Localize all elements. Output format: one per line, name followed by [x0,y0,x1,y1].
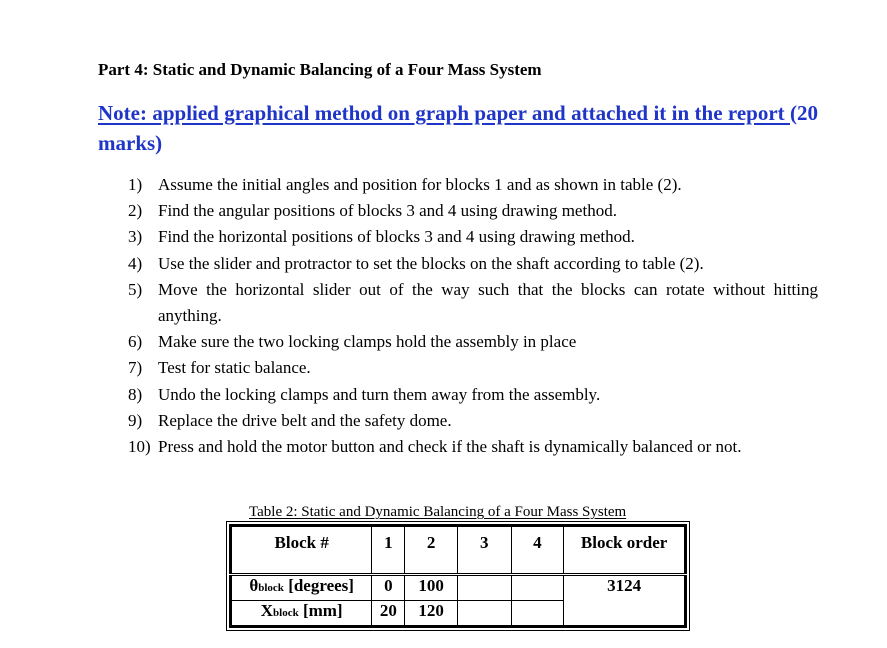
step-text: Assume the initial angles and position for blocks 1 and as shown in table (2). [158,175,682,194]
header-cell-3: 3 [457,526,511,575]
step-item [128,277,818,329]
step-item [128,329,818,355]
section-heading: Part 4: Static and Dynamic Balancing of a Four Mass System [98,60,542,79]
step-number: 3) [128,227,143,247]
step-text: Test for static balance. [158,358,311,378]
x-cell-3 [457,601,511,627]
step-text: Find the horizontal positions of blocks 3 and 4 using drawing method. [158,227,635,247]
theta-cell-3 [457,575,511,601]
step-item [128,434,818,460]
table-caption: Table 2: Static and Dynamic Balancing of a Four Mass System [249,504,627,520]
header-cell-block: Block # [231,526,372,575]
x-cell-2: 120 [405,601,458,627]
theta-subscript: block [258,582,284,594]
procedure-steps-list [128,172,818,460]
x-subscript: block [273,607,299,619]
step-item [128,382,818,408]
header-cell-2: 2 [405,526,458,575]
step-number: 1) [128,175,143,194]
row-label-x [231,601,372,627]
note-paragraph [98,98,818,158]
theta-unit: [degrees] [283,576,354,595]
x-unit: [mm] [298,601,343,620]
block-order-value: 3124 [564,575,686,627]
theta-cell-2: 100 [405,575,458,601]
step-number: 8) [128,384,143,404]
row-label-theta [231,575,372,601]
step-number: 5) [128,279,143,299]
step-number: 6) [128,332,143,352]
table-header-row [231,526,686,575]
step-item [128,172,818,198]
step-text: Make sure the two locking clamps hold the assembly in place [158,332,577,352]
step-text: Press and hold the motor button and check if the shaft is dynamically balanced or not. [158,437,742,457]
step-text: Use the slider and protractor to set the blocks on the shaft according to table (2). [158,253,704,273]
table-row-theta [231,575,686,601]
step-text: Move the horizontal slider out of the way such that the blocks can rotate without hitting anything. [158,279,818,326]
x-symbol: X [260,601,274,620]
theta-cell-1: 0 [372,575,405,601]
header-cell-1: 1 [372,526,405,575]
note-link-text: Note: applied graphical method on graph paper and attached it in the report [98,101,790,125]
header-cell-block-order: Block order [564,526,686,575]
step-text: Find the angular positions of blocks 3 and 4 using drawing method. [158,201,617,221]
step-text: Undo the locking clamps and turn them away from the assembly. [158,384,601,404]
step-number: 2) [128,201,143,221]
step-item [128,198,818,224]
x-cell-1: 20 [372,601,405,627]
theta-symbol: θ [249,576,259,595]
step-number: 7) [128,358,143,378]
step-number: 9) [128,410,143,430]
balancing-table [229,524,687,628]
step-item [128,224,818,250]
step-text: Replace the drive belt and the safety dome. [158,410,452,430]
x-cell-4 [511,601,564,627]
step-number: 4) [128,253,143,273]
step-item [128,408,818,434]
step-item [128,251,818,277]
theta-cell-4 [511,575,564,601]
step-item [128,355,818,381]
note-marks: (20 marks) [98,101,818,155]
header-cell-4: 4 [511,526,564,575]
step-number: 10) [128,437,151,457]
